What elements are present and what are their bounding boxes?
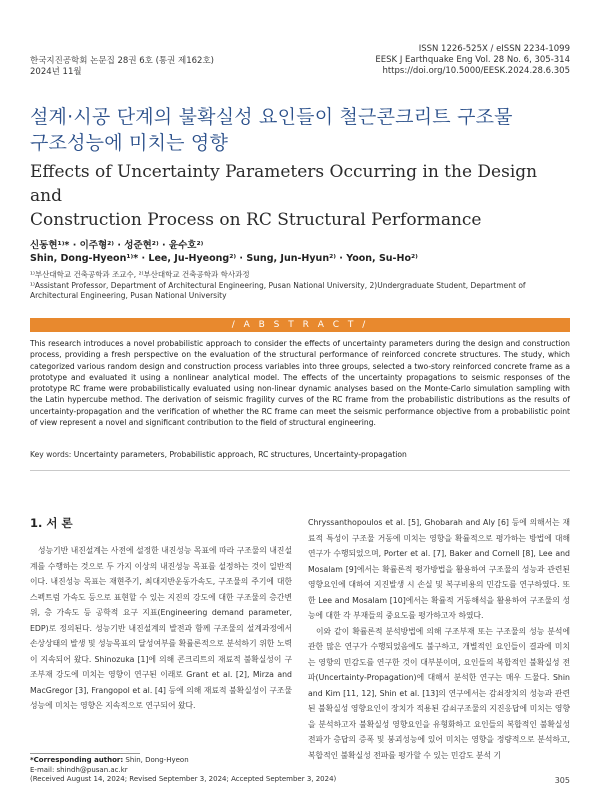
footnote-divider bbox=[30, 753, 140, 754]
abstract-text: This research introduces a novel probabilistic approach to consider the effects of uncertainty parameters during the design and construction process, providing a fresh perspective on the evaluation of the structural performance of reinforced concrete structures. The study, which categorized various random design and construction process variables into three groups, selected a two-story reinforced concrete frame as a prototype and evaluated it using a nonlinear analytical model. The effects of the uncertainty propagations to seismic responses of the prototype RC frame were probabilistically evaluated using non-linear dynamic analyses based on the Monte-Carlo simulation sampling with the Latin hypercube method. The derivation of seismic fragility curves of the RC frame from the probabilistic distributions as the results of uncertainty-propagation and the verification of whether the RC frame can meet the seismic performance objective from a probabilistic point of view represent a novel and significant contribution to the field of structural engineering. bbox=[30, 339, 570, 428]
keywords-list: Uncertainty parameters, Probabilistic approach, RC structures, Uncertainty-propagation bbox=[73, 450, 407, 459]
corresponding-email[interactable]: E-mail: shindh@pusan.ac.kr bbox=[30, 765, 128, 774]
affiliation-english: ¹⁾Assistant Professor, Department of Architectural Engineering, Pusan National University, 2)Undergraduate Student, Department of Architectural Engineering, Pusan National University bbox=[30, 281, 526, 300]
title-korean-line1: 설계·시공 단계의 불확실성 요인들이 철근콘크리트 구조물 bbox=[30, 106, 513, 128]
left-column bbox=[30, 515, 292, 714]
correspondence-footnote bbox=[30, 756, 336, 785]
issn: ISSN 1226-525X / eISSN 2234-1099 bbox=[418, 44, 570, 54]
title-english-line1: Effects of Uncertainty Parameters Occurring in the Design and bbox=[30, 162, 538, 206]
affiliation-korean: ¹⁾부산대학교 건축공학과 조교수, ²⁾부산대학교 건축공학과 학사과정 bbox=[30, 270, 250, 279]
authors-korean: 신동현¹⁾* · 이주형²⁾ · 성준현²⁾ · 윤수호²⁾ bbox=[30, 240, 204, 251]
title-korean bbox=[30, 104, 570, 156]
corresponding-author-name: Shin, Dong-Hyeon bbox=[125, 756, 189, 764]
abstract-divider bbox=[30, 470, 570, 471]
journal-header-left bbox=[30, 56, 214, 78]
title-english-line2: Construction Process on RC Structural Performance bbox=[30, 210, 482, 230]
journal-name-en: EESK J Earthquake Eng Vol. 28 No. 6, 305-314 bbox=[375, 55, 570, 65]
received-dates: (Received August 14, 2024; Revised September 3, 2024; Accepted September 3, 2024) bbox=[30, 775, 337, 783]
page-number: 305 bbox=[554, 776, 570, 785]
doi-link[interactable]: https://doi.org/10.5000/EESK.2024.28.6.305 bbox=[382, 66, 570, 76]
right-column bbox=[308, 515, 570, 763]
body-paragraph: 성능기반 내진설계는 사전에 설정한 내진성능 목표에 따라 구조물의 내진설계를 수행하는 것으로 두 가지 이상의 내진성능 목표를 설정하는 것이 일반적이다. 내진성능 목표는 재현주기, 최대지반운동가속도, 구조물의 주기에 대한 스펙트럼 가속도 등으로 표현할 수 있는 지진의 강도에 대한 구조물의 층간변위, 층 가속도 등 공학적 요구 지표(Engineering demand parameter, EDP)로 정의된다. 성능기반 내진설계의 발전과 함께 구조물의 설계과정에서 손상상태의 발생 및 성능목표의 달성여부를 확률론적으로 분석하기 위한 노력이 지속되어 왔다. Shinozuka [1]에 의해 콘크리트의 재료적 불확실성이 구조부재 강도에 미치는 영향이 연구된 이래로 Grant et al. [2], Mirza and MacGregor [3], Frangopol et al. [4] 등에 의해 재료적 불확실성이 구조물 성능에 미치는 영향은 지속적으로 연구되어 왔다. bbox=[30, 546, 292, 710]
journal-name-ko: 한국지진공학회 논문집 28권 6호 (통권 제162호) bbox=[30, 56, 214, 66]
journal-header-right bbox=[375, 44, 570, 77]
title-english bbox=[30, 160, 570, 232]
section-heading-introduction: 1. 서 론 bbox=[30, 516, 73, 530]
keywords bbox=[30, 450, 407, 459]
keywords-label: Key words: bbox=[30, 450, 72, 459]
corresponding-author-label: *Corresponding author: bbox=[30, 756, 124, 764]
title-korean-line2: 구조성능에 미치는 영향 bbox=[30, 132, 229, 154]
body-paragraph: Chryssanthopoulos et al. [5], Ghobarah and Aly [6] 등에 의해서는 재료적 특성이 구조물 거동에 미치는 영향을 확률적으로 평가하는 방법에 대해 연구가 수행되었으며, Porter et al. [7], Baker and Cornell [8], Lee and Mosalam [9]에서는 확률론적 평가방법을 활용하여 구조물의 성능과 관련된 영향요인에 대하여 지진발생 시 손실 및 복구비용의 민감도를 연구하였다. 또한 Lee and Mosalam [10]에서는 확률적 거동해석을 활용하여 구조물의 성능에 대한 각 부재들의 중요도를 평가하고자 하였다. bbox=[308, 518, 570, 620]
abstract-header-bar: / A B S T R A C T / bbox=[30, 318, 570, 332]
body-paragraph: 이와 같이 확률론적 분석방법에 의해 구조부재 또는 구조물의 성능 분석에 관한 많은 연구가 수행되었음에도 불구하고, 개별적인 요인들이 결과에 미치는 영향의 민감도를 연구한 것이 대부분이며, 요인들의 복합적인 불확실성 전파(Uncertainty-Propagation)에 대해서 분석한 연구는 매우 드물다. Shin and Kim [11, 12], Shin et al. [13]의 연구에서는 감쇠장치의 성능과 관련된 불확실성 영향요인이 장치가 적용된 감쇠구조물의 지진응답에 미치는 영향을 분석하고자 불확실성 영향요인을 유형화하고 요인들의 복합적인 불확실성 전파가 층답의 증폭 및 붕괴성능에 있어 미치는 영향을 정량적으로 분석하고, 복합적인 불확실성 전파를 평가할 수 있는 민감도 분석 기 bbox=[308, 626, 570, 760]
issue-date-ko: 2024년 11월 bbox=[30, 67, 82, 77]
authors-english: Shin, Dong-Hyeon¹⁾* · Lee, Ju-Hyeong²⁾ · Sung, Jun-Hyun²⁾ · Yoon, Su-Ho²⁾ bbox=[30, 253, 418, 264]
